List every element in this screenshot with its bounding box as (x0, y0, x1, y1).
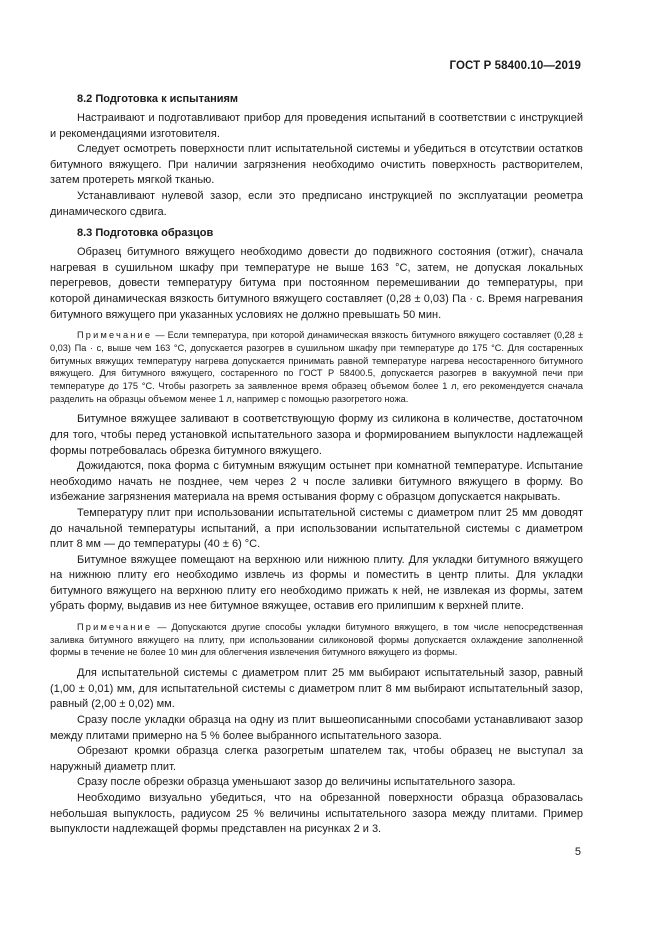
paragraph: Образец битумного вяжущего необходимо довести до подвижного состояния (отжиг), сначала нагревая в сушильном шкафу при температуре не выше 163 °С, затем, не допуская локальных перегревов, довести температуру битума при постоянном перемешивании до температуры, при которой динамическая вязкость битумного вяжущего составляет (0,28 ± 0,03) Па · с. Время нагревания битумного вяжущего при указанных условиях не должно превышать 50 мин. (50, 246, 583, 321)
section-title-8-2: 8.2 Подготовка к испытаниям (77, 93, 239, 105)
note (50, 621, 583, 659)
paragraph: Следует осмотреть поверхности плит испытательной системы и убедиться в отсутствии остатков битумного вяжущего. При наличии загрязнения необходимо очистить поверхность растворителем, затем протереть мягкой тканью. (50, 143, 583, 187)
paragraph: Сразу после обрезки образца уменьшают зазор до величины испытательного зазора. (77, 776, 516, 789)
paragraph: Устанавливают нулевой зазор, если это предписано инструкцией по эксплуатации реометра динамического сдвига. (50, 189, 583, 218)
paragraph: Необходимо визуально убедиться, что на обрезанной поверхности образца образовалась небольшая выпуклость, радиусом 25 % величины испытательного зазора между плитами. Пример выпуклости надлежащей формы представлен на рисунках 2 и 3. (50, 791, 583, 836)
page-number: 5 (574, 846, 581, 858)
paragraph: Обрезают кромки образца слегка разогретым шпателем так, чтобы образец не выступал за наружный диаметр плит. (50, 745, 583, 773)
document-body (50, 93, 583, 838)
note-text: — Если температура, при которой динамическая вязкость битумного вяжущего составляет (0,28 ± 0,03) Па · с, выше чем 163 °С, допускается разогрев в сушильном шкафу при температуре до 175 °С. Для состаренных битумных вяжущих температуру нагрева допускается принимать равной температуре нагрева несостаренного битумного вяжущего. Для битумного вяжущего, состаренного по ГОСТ Р 58400.5, допускается разогрев в вакуумной печи при температуре до 175 °С. Чтобы разогреть за заявленное время образец объемом более 1 л, его рекомендуется сначала разделить на образцы объемом менее 1 л, например с помощью разогретого ножа. (50, 330, 583, 404)
paragraph: Для испытательной системы с диаметром плит 25 мм выбирают испытательный зазор, равный (1,00 ± 0,01) мм, для испытательной системы с диаметром плит 8 мм выбирают испытательный зазор, равный (2,00 ± 0,02) мм. (50, 667, 583, 711)
section-title-8-3: 8.3 Подготовка образцов (77, 227, 214, 240)
note-text: — Допускаются другие способы укладки битумного вяжущего, в том числе непосредственная заливка битумного вяжущего на плиту, при использовании силиконовой формы допускается охлаждение заполненной формы в течение не более 10 мин для облегчения извлечения битумного вяжущего из формы. (50, 622, 583, 658)
paragraph: Дожидаются, пока форма с битумным вяжущим остынет при комнатной температуре. Испытание необходимо начать не позднее, чем через 2 ч после заливки битумного вяжущего в форму. Во избежание загрязнения материала на время остывания форму с образцом допускается накрывать. (50, 460, 583, 504)
paragraph: Сразу после укладки образца на одну из плит вышеописанными способами устанавливают зазор между плитами примерно на 5 % более выбранного испытательного зазора. (50, 713, 583, 742)
paragraph: Температуру плит при использовании испытательной системы с диаметром плит 25 мм доводят до начальной температуры испытаний, а при использовании испытательной системы с диаметром плит 8 мм — до температуры (40 ± 6) °С. (50, 506, 583, 551)
paragraph: Битумное вяжущее заливают в соответствующую форму из силикона в количестве, достаточном для того, чтобы перед установкой испытательного зазора и формированием выпуклости надлежащей формы потребовалась обрезка битумного вяжущего. (50, 413, 583, 457)
paragraph: Битумное вяжущее помещают на верхнюю или нижнюю плиту. Для укладки битумного вяжущего на нижнюю плиту его необходимо извлечь из формы и поместить в центр плиты. Для укладки битумного вяжущего на верхнюю плиту его необходимо прижать к ней, не извлекая из формы, затем убрать форму, выдавив из нее битумное вяжущее, оставив его прилипшим к верхней плите. (50, 553, 583, 613)
standard-code: ГОСТ Р 58400.10—2019 (449, 60, 581, 72)
note (50, 329, 583, 405)
paragraph: Настраивают и подготавливают прибор для проведения испытаний в соответствии с инструкцией и рекомендациями изготовителя. (50, 112, 583, 140)
note-label: Примечание (77, 622, 153, 633)
note-label: Примечание (77, 330, 153, 341)
